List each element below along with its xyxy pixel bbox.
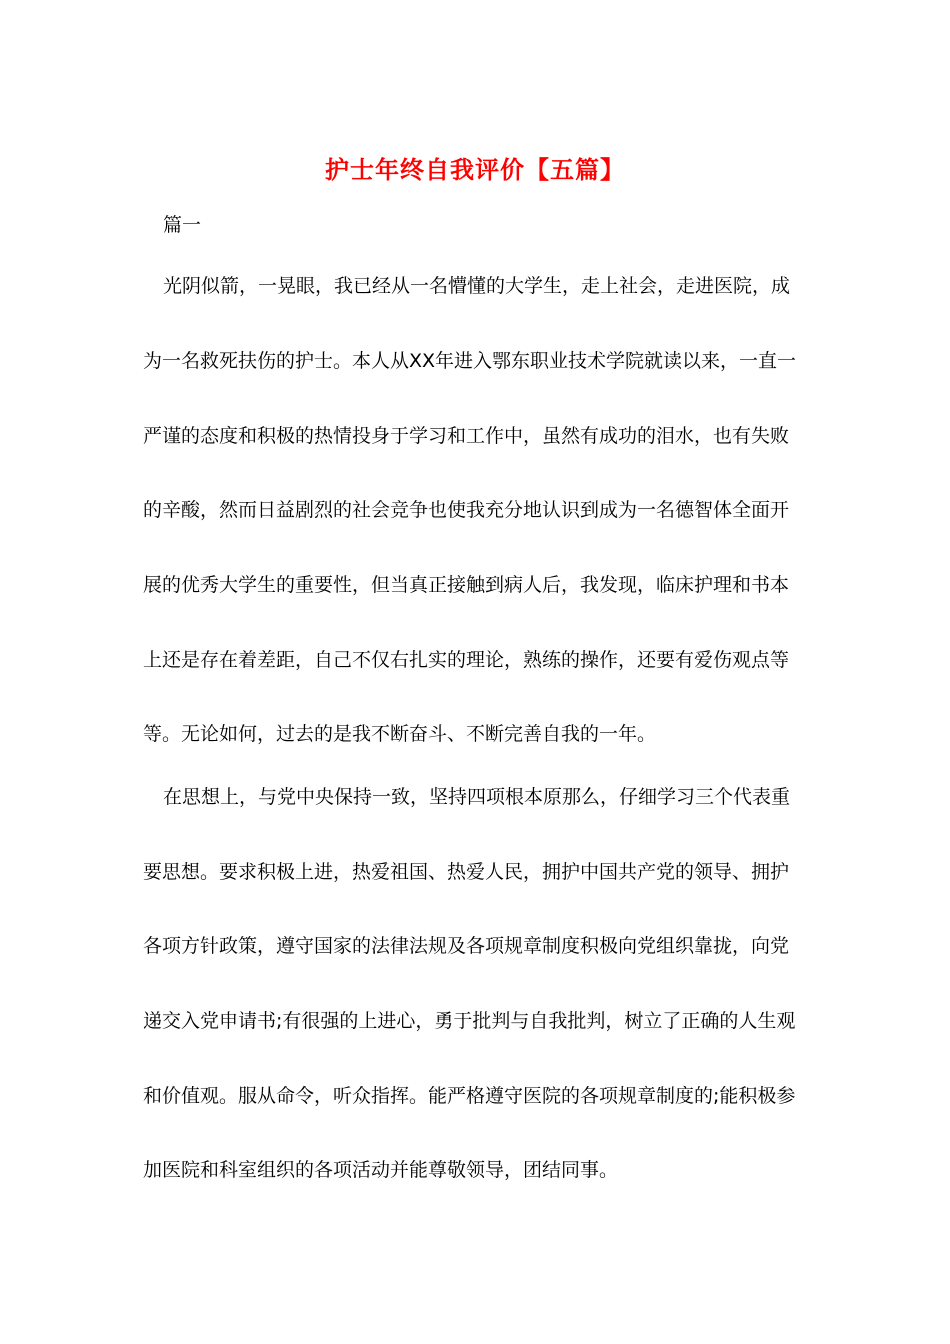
paragraph-1-line-4: 的辛酸，然而日益剧烈的社会竞争也使我充分地认识到成为一名德智体全面开	[143, 499, 790, 521]
document-title: 护士年终自我评价【五篇】	[325, 156, 625, 184]
paragraph-2-line-4: 递交入党申请书;有很强的上进心，勇于批判与自我批判，树立了正确的人生观	[143, 1010, 796, 1032]
paragraph-1-line-7: 等。无论如何，过去的是我不断奋斗、不断完善自我的一年。	[143, 723, 657, 745]
paragraph-2-line-2: 要思想。要求积极上进，热爱祖国、热爱人民，拥护中国共产党的领导、拥护	[143, 861, 790, 883]
paragraph-1-line-1: 光阴似箭，一晃眼，我已经从一名懵懂的大学生，走上社会，走进医院，成	[163, 275, 791, 297]
paragraph-2-line-5: 和价值观。服从命令，听众指挥。能严格遵守医院的各项规章制度的;能积极参	[143, 1085, 796, 1107]
paragraph-2-line-6: 加医院和科室组织的各项活动并能尊敬领导，团结同事。	[143, 1159, 619, 1181]
paragraph-2-line-3: 各项方针政策，遵守国家的法律法规及各项规章制度积极向党组织靠拢，向党	[143, 935, 790, 957]
paragraph-1-line-3: 严谨的态度和积极的热情投身于学习和工作中，虽然有成功的泪水，也有失败	[143, 425, 790, 447]
paragraph-1-line-2: 为一名救死扶伤的护士。本人从XX年进入鄂东职业技术学院就读以来，一直一	[143, 350, 797, 372]
paragraph-1-line-5: 展的优秀大学生的重要性，但当真正接触到病人后，我发现，临床护理和书本	[143, 574, 790, 596]
paragraph-2-line-1: 在思想上，与党中央保持一致，坚持四项根本原那么，仔细学习三个代表重	[163, 786, 791, 808]
section-heading: 篇一	[163, 214, 202, 236]
paragraph-1-line-6: 上还是存在着差距，自己不仅右扎实的理论，熟练的操作，还要有爱伤观点等	[143, 649, 790, 671]
